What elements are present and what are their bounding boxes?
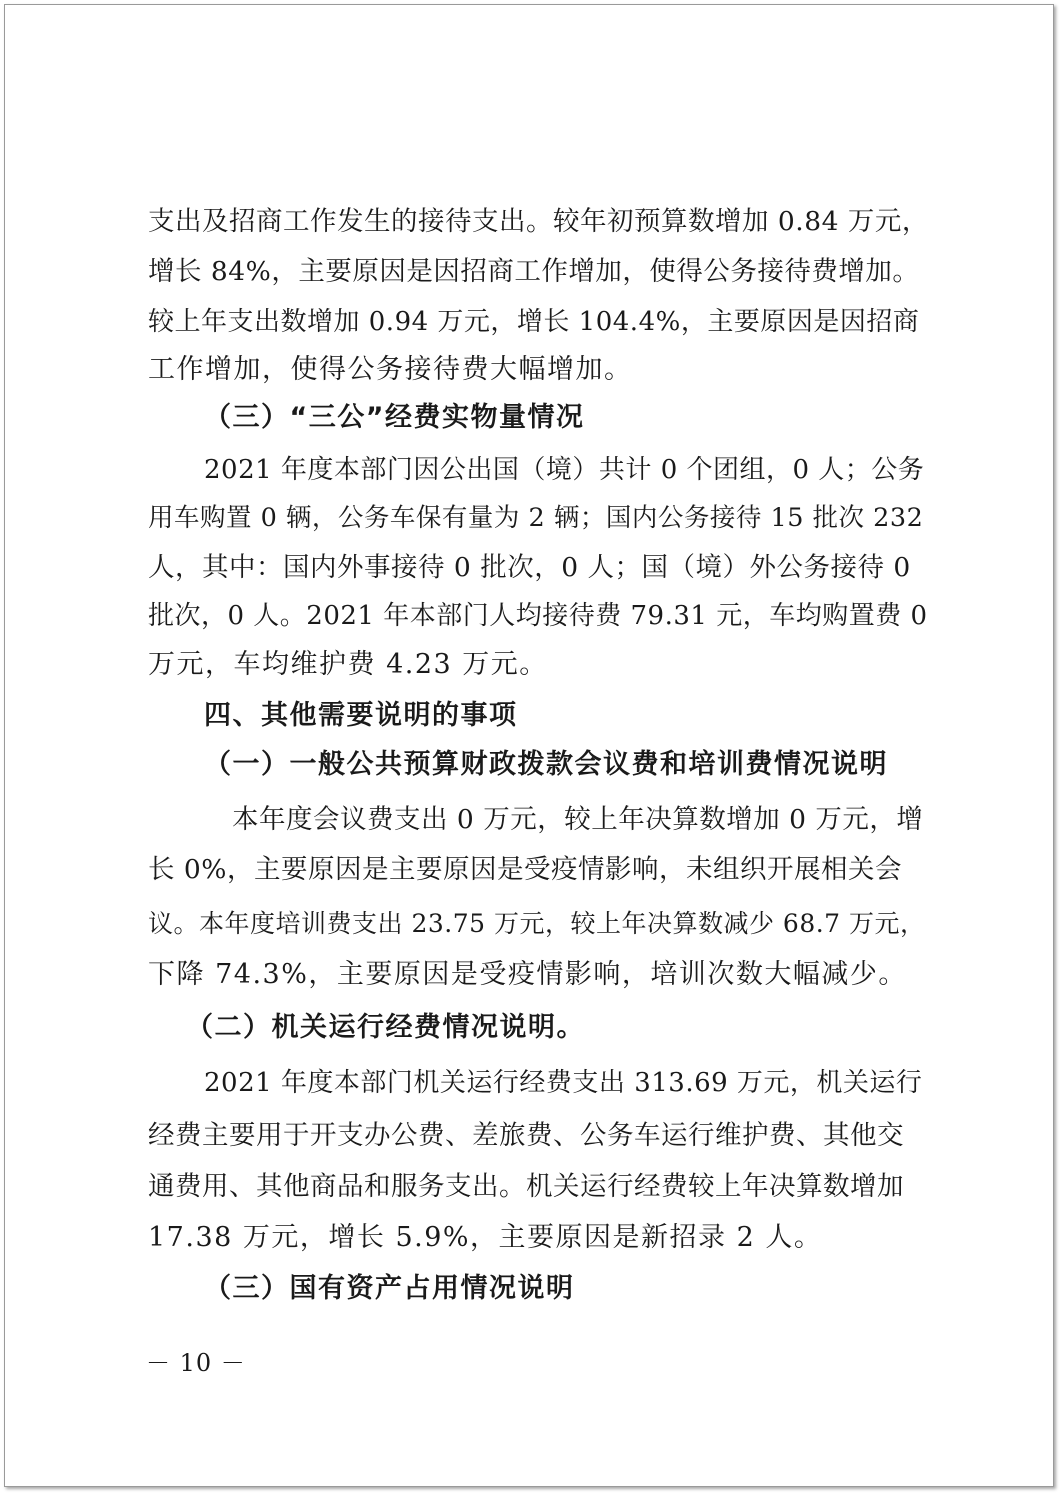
paragraph-line: 支出及招商工作发生的接待支出。较年初预算数增加 0.84 万元， (148, 206, 929, 237)
paragraph-line: 本年度会议费支出 0 万元，较上年决算数增加 0 万元，增 (232, 804, 924, 835)
paragraph-line: 人，其中：国内外事接待 0 批次，0 人；国（境）外公务接待 0 (148, 552, 911, 583)
paragraph-line: 经费主要用于开支办公费、差旅费、公务车运行维护费、其他交 (148, 1120, 904, 1151)
paragraph-line: 2021 年度本部门机关运行经费支出 313.69 万元，机关运行 (204, 1068, 923, 1098)
paragraph-line: 长 0%，主要原因是主要原因是受疫情影响，未组织开展相关会 (148, 854, 902, 885)
paragraph-line: 2021 年度本部门因公出国（境）共计 0 个团组，0 人；公务 (204, 455, 925, 485)
paragraph-line: 17.38 万元，增长 5.9%，主要原因是新招录 2 人。 (148, 1222, 823, 1253)
paragraph-line: 通费用、其他商品和服务支出。机关运行经费较上年决算数增加 (148, 1171, 904, 1202)
paragraph-line: 增长 84%，主要原因是因招商工作增加，使得公务接待费增加。 (148, 256, 920, 287)
section-heading: （三）“三公”经费实物量情况 (204, 402, 585, 433)
paragraph-line: 较上年支出数增加 0.94 万元，增长 104.4%，主要原因是因招商 (148, 307, 920, 337)
paragraph-line: 批次，0 人。2021 年本部门人均接待费 79.31 元，车均购置费 0 (148, 601, 928, 631)
subsection-heading: （三）国有资产占用情况说明 (204, 1273, 575, 1304)
section-heading: 四、其他需要说明的事项 (204, 700, 518, 731)
paragraph-line: 下降 74.3%，主要原因是受疫情影响，培训次数大幅减少。 (148, 959, 907, 990)
paragraph-line: 议。本年度培训费支出 23.75 万元，较上年决算数减少 68.7 万元， (148, 909, 926, 938)
subsection-heading: （一）一般公共预算财政拨款会议费和培训费情况说明 (204, 749, 888, 780)
subsection-heading: （二）机关运行经费情况说明。 (186, 1012, 585, 1043)
page-number: － 10 － (146, 1349, 246, 1377)
paragraph-line: 用车购置 0 辆，公务车保有量为 2 辆；国内公务接待 15 批次 232 (148, 503, 924, 533)
paragraph-line: 万元，车均维护费 4.23 万元。 (148, 649, 548, 680)
paragraph-line: 工作增加，使得公务接待费大幅增加。 (148, 354, 633, 385)
